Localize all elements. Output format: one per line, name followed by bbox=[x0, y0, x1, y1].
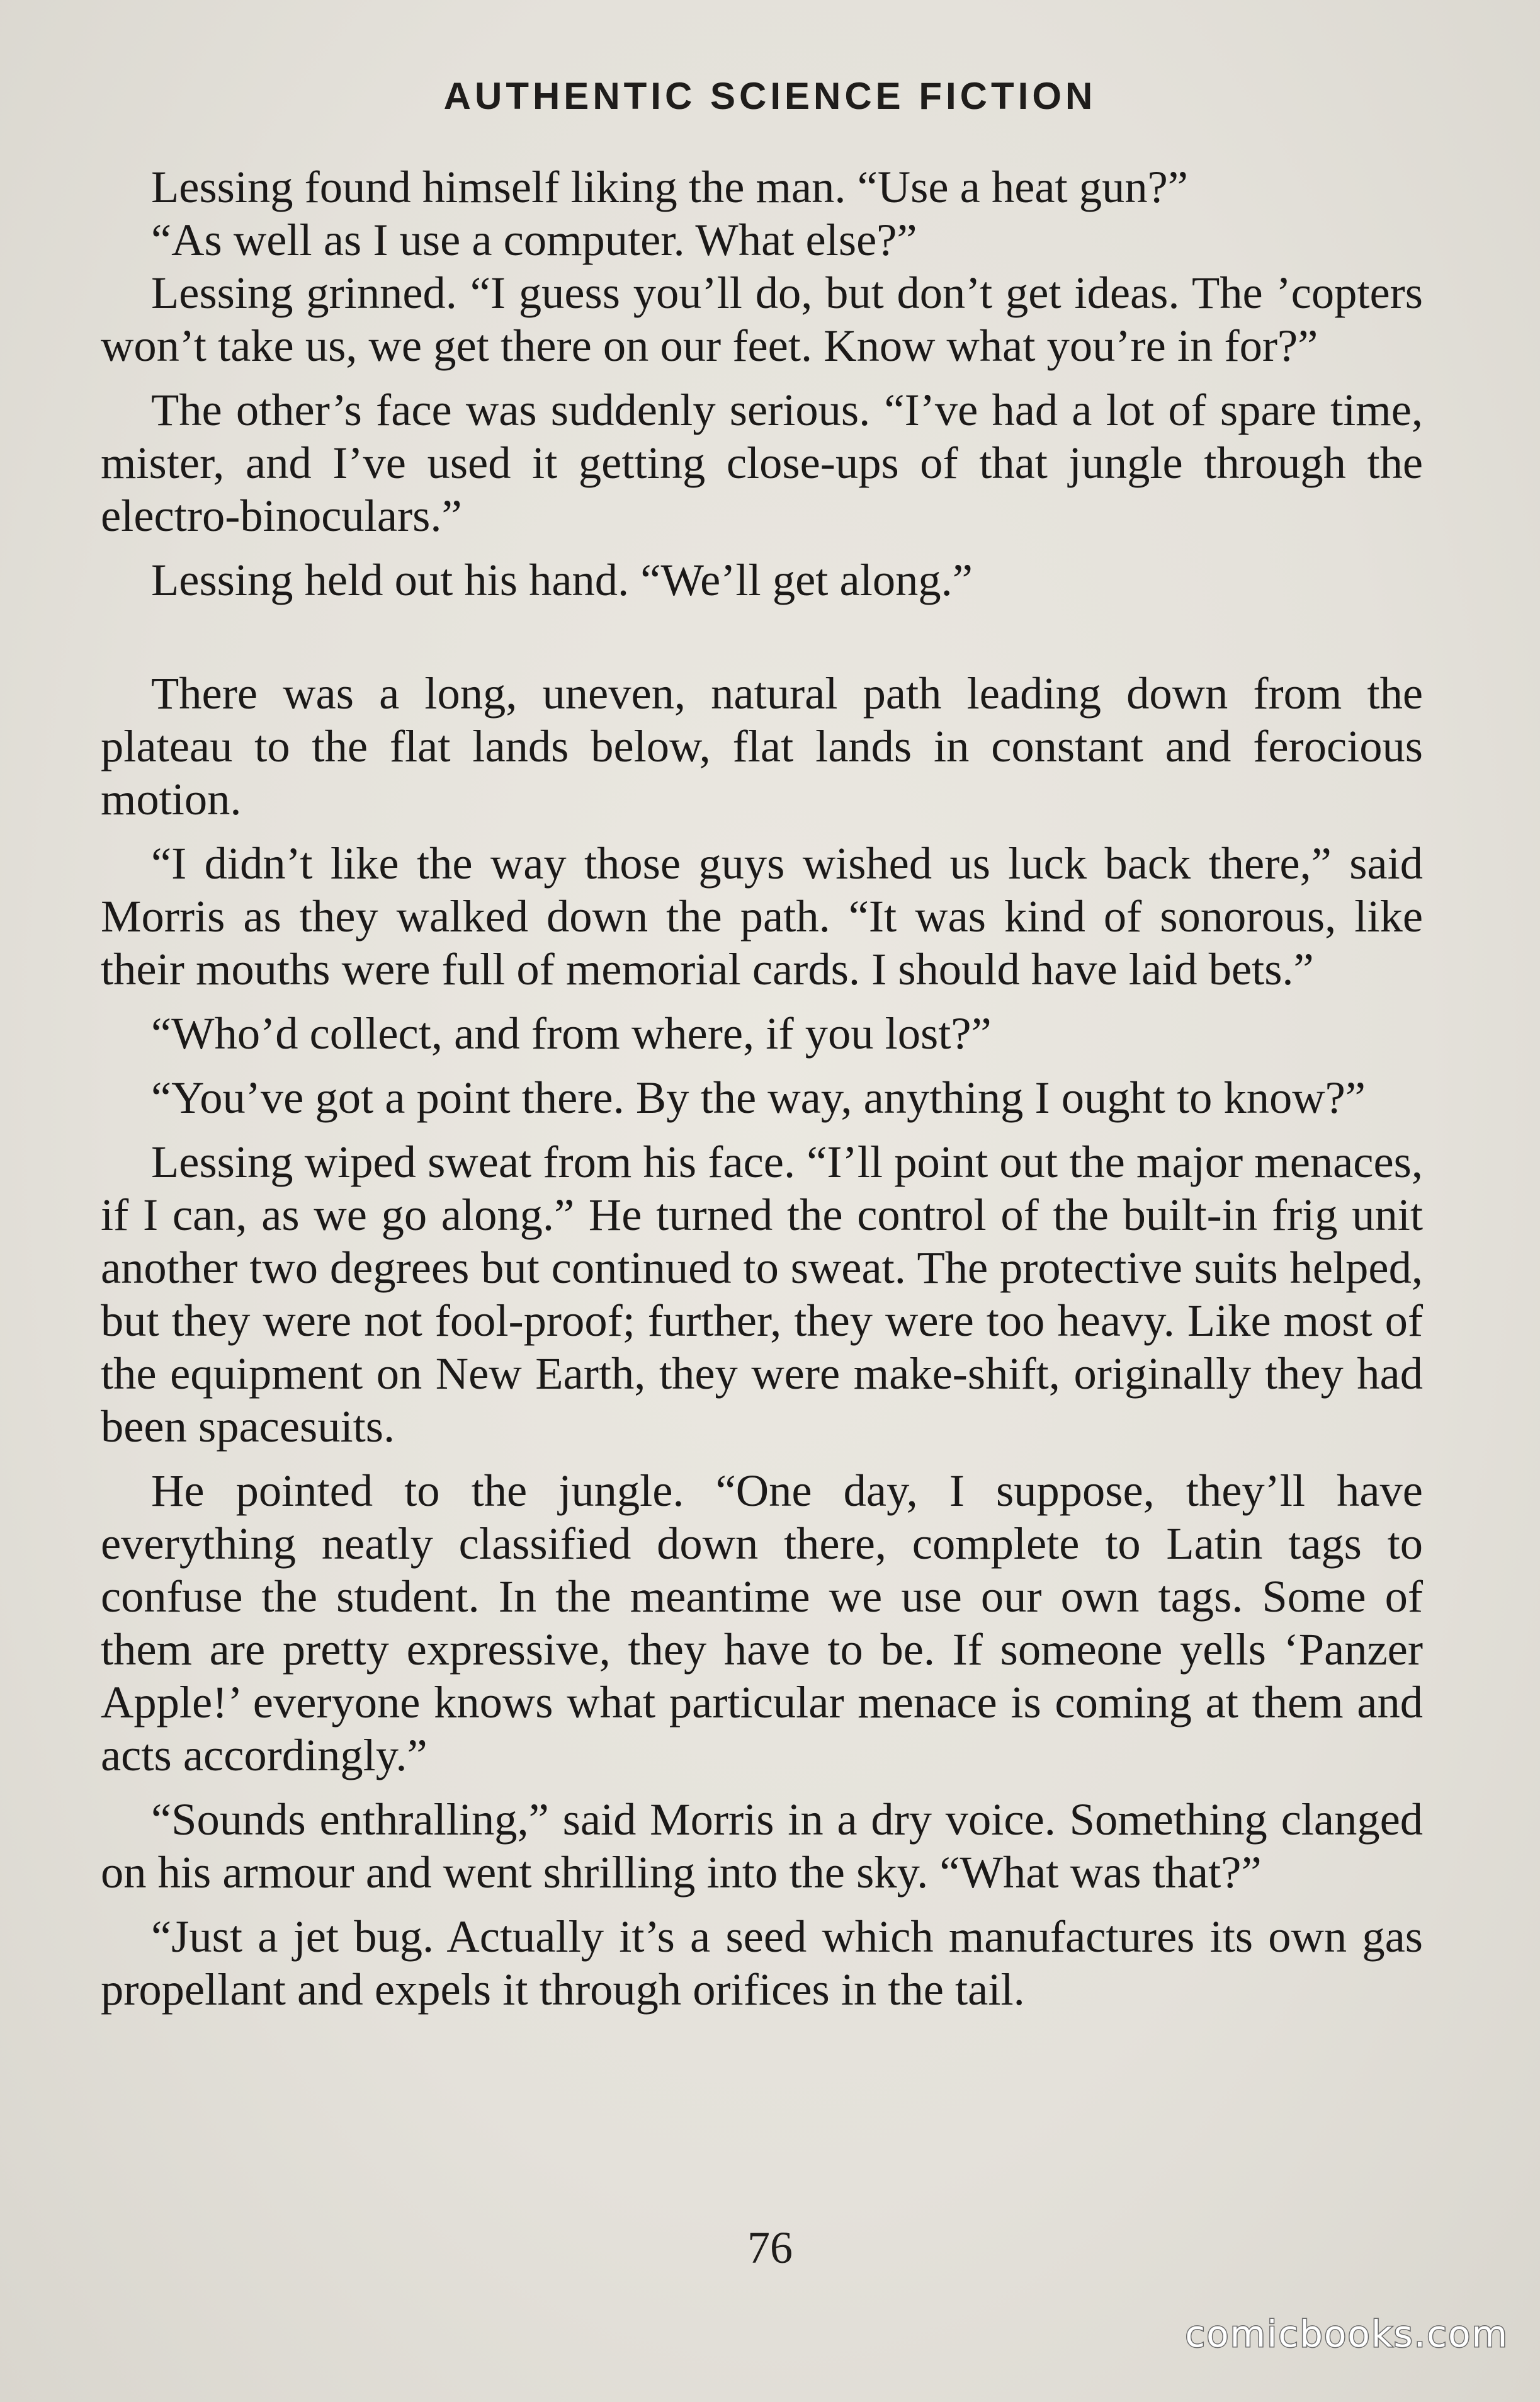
paragraph: “Sounds enthralling,” said Morris in a dry voice. Something clanged on his armour and went shrilling into the sky. “What was that?” bbox=[101, 1794, 1423, 1898]
section-break bbox=[101, 606, 1423, 667]
paragraph: He pointed to the jungle. “One day, I suppose, they’ll have everything neatly classified down there, complete to Latin tags to confuse the student. In the meantime we use our own tags. Some of them are pretty expressive, they have to be. If someone yells ‘Panzer Apple!’ everyone knows what particular menace is coming at them and acts accordingly.” bbox=[101, 1465, 1423, 1780]
body-text bbox=[101, 161, 1423, 2016]
paragraph: “I didn’t like the way those guys wished us luck back there,” said Morris as they walked down the path. “It was kind of sonorous, like their mouths were full of memorial cards. I should have laid bets.” bbox=[101, 838, 1423, 994]
paragraph: “As well as I use a computer. What else?” bbox=[151, 214, 917, 265]
running-head: AUTHENTIC SCIENCE FICTION bbox=[443, 75, 1097, 117]
paragraph: Lessing held out his hand. “We’ll get along.” bbox=[151, 554, 973, 605]
paragraph: The other’s face was suddenly serious. “I’ve had a lot of spare time, mister, and I’ve used it getting close-ups of that jungle through the electro-binoculars.” bbox=[101, 384, 1423, 541]
watermark: comicbooks.com bbox=[1185, 2313, 1509, 2355]
paragraph: Lessing found himself liking the man. “Use a heat gun?” bbox=[151, 161, 1188, 212]
page-number: 76 bbox=[747, 2223, 793, 2273]
paragraph: There was a long, uneven, natural path leading down from the plateau to the flat lands below, flat lands in constant and ferocious motion. bbox=[101, 668, 1423, 824]
paragraph: “Who’d collect, and from where, if you lost?” bbox=[151, 1008, 992, 1059]
paragraph: Lessing wiped sweat from his face. “I’ll point out the major menaces, if I can, as we go along.” He turned the control of the built-in frig unit another two degrees but continued to sweat. The protective suits helped, but they were not fool-proof; further, they were too heavy. Like most of the equipment on New Earth, they were make-shift, originally they had been spacesuits. bbox=[101, 1136, 1423, 1452]
paragraph: Lessing grinned. “I guess you’ll do, but don’t get ideas. The ’copters won’t take us, we get there on our feet. Know what you’re in for?” bbox=[101, 267, 1423, 371]
paragraph: “You’ve got a point there. By the way, anything I ought to know?” bbox=[151, 1072, 1366, 1123]
paragraph: “Just a jet bug. Actually it’s a seed which manufactures its own gas propellant and expels it through orifices in the tail. bbox=[101, 1911, 1423, 2015]
